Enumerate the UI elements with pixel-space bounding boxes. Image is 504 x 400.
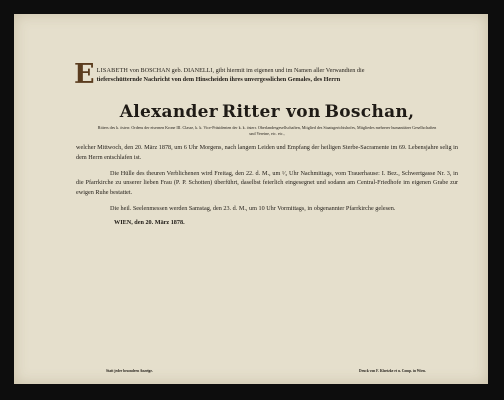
intro-text-2: tieferschütternde Nachricht von dem Hinscheiden ihres unvergesslichen Gemales, des Herrn bbox=[96, 76, 341, 83]
notice-body bbox=[76, 143, 458, 213]
place-date: WIEN, den 20. März 1878. bbox=[114, 218, 185, 226]
deceased-first-name: Alexander bbox=[119, 102, 219, 122]
deceased-titles: Ritters des k. österr. Ordens der eisernen Krone III. Classe, k. k. Vice-Präsidenten der k. k. österr. Oberlandesgesellschaften, Mitglied des Staatsgerichtshofes, Mitgliedes mehrerer humanitärer Gesellschaften und Vereine, etc. etc., bbox=[97, 125, 437, 136]
intro-text-1: von BOSCHAN geb. DIANELLI, gibt hiermit im eigenen und im Namen aller Verwandten die bbox=[128, 67, 365, 74]
mass-paragraph: Die heil. Seelenmessen werden Samstag, den 23. d. M., um 10 Uhr Vormittags, in obgenannter Pfarrkirche gelesen. bbox=[110, 205, 396, 213]
printer-imprint: Druck von F. Kloetzke et u. Comp. in Wien. bbox=[359, 369, 426, 373]
footer-note: Statt jeder besondern Anzeige. bbox=[106, 369, 153, 373]
deceased-title: Ritter von bbox=[222, 102, 321, 122]
notice-content bbox=[74, 59, 458, 226]
intro-paragraph bbox=[74, 59, 458, 90]
death-paragraph: welcher Mittwoch, den 20. März 1878, um 6 Uhr Morgens, nach langem Leiden und Empfang der heiligen Sterbe-Sacramente im 69. Lebensjahre selig in dem Herrn entschlafen ist. bbox=[76, 144, 458, 161]
funeral-paragraph: Die Hülle des theuren Verblichenen wird Freitag, den 22. d. M., um ¹⁄₃ Uhr Nachmittags, vom Trauerhause: I. Bez., Schwertgasse Nr. 3, in die Pfarrkirche zu unserer lieben Frau (P. P. Schotten) überführt, daselbst feierlich eingesegnet und sodann am Central-Friedhofe im eigenen Grabe zur ewigen Ruhe bestattet. bbox=[76, 170, 458, 196]
deceased-name bbox=[76, 102, 458, 122]
obituary-notice bbox=[14, 14, 488, 384]
intro-name: LISABETH bbox=[96, 67, 129, 74]
decorative-initial: E bbox=[74, 59, 95, 90]
deceased-surname: Boschan, bbox=[324, 102, 415, 122]
